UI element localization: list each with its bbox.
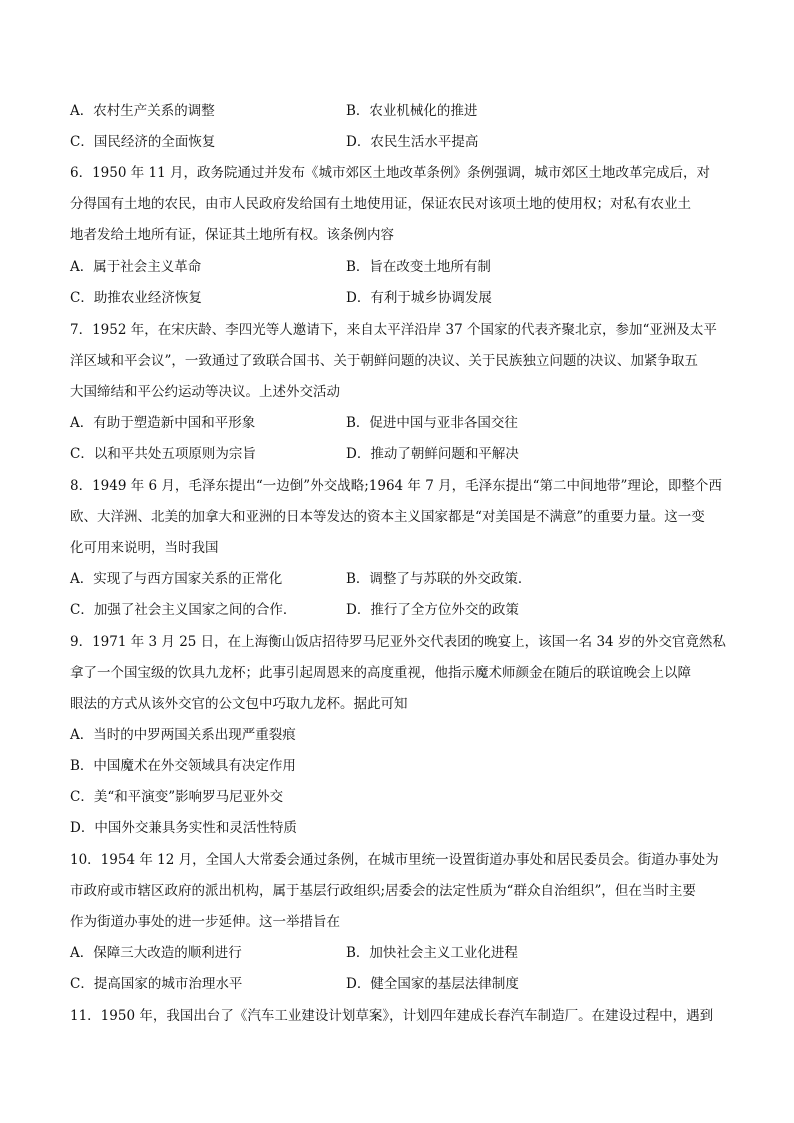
q7-stem-line-2: 洋区域和平会议”，一致通过了致联合国书、关于朝鲜问题的决议、关于民族独立问题的决议、加紧争取五 <box>70 353 698 369</box>
q8-stem-line-1: 8．1949 年 6 月，毛泽东提出“一边倒”外交战略;1964 年 7 月，毛泽东提出“第二中间地带”理论，即整个西 <box>70 478 722 494</box>
q8-option-b[interactable]: B．调整了与苏联的外交政策． <box>346 571 532 587</box>
q10-stem-line-1: 10．1954 年 12 月，全国人大常委会通过条例，在城市里统一设置街道办事处和居民委员会。街道办事处为 <box>70 852 719 868</box>
q8-option-c[interactable]: C．加强了社会主义国家之间的合作． <box>70 602 297 618</box>
q9-option-b[interactable]: B．中国魔术在外交领域具有决定作用 <box>70 758 296 774</box>
q6-option-b[interactable]: B．旨在改变土地所有制 <box>346 259 491 275</box>
q11-stem-line-1: 11．1950 年，我国出台了《汽车工业建设计划草案》，计划四年建成长春汽车制造厂。在建设过程中，遇到 <box>70 1008 714 1024</box>
q10-option-c[interactable]: C．提高国家的城市治理水平 <box>70 976 243 992</box>
q9-option-c[interactable]: C．美“和平演变”影响罗马尼亚外交 <box>70 789 284 805</box>
q6-option-c[interactable]: C．助推农业经济恢复 <box>70 290 202 306</box>
q5-option-a[interactable]: A．农村生产关系的调整 <box>70 103 215 119</box>
q9-option-a[interactable]: A．当时的中罗两国关系出现严重裂痕 <box>70 727 296 743</box>
q8-stem-line-2: 欧、大洋洲、北美的加拿大和亚洲的日本等发达的资本主义国家都是“对美国是不满意”的重要力量。这一变 <box>70 509 705 525</box>
q8-option-a[interactable]: A．实现了与西方国家关系的正常化 <box>70 571 283 587</box>
q6-stem-line-1: 6．1950 年 11 月，政务院通过并发布《城市郊区土地改革条例》条例强调，城市郊区土地改革完成后，对 <box>70 165 710 181</box>
q7-option-c[interactable]: C．以和平共处五项原则为宗旨 <box>70 446 256 462</box>
q9-stem-line-3: 眼法的方式从该外交官的公文包中巧取九龙杯。据此可知 <box>70 696 408 712</box>
q7-stem-line-3: 大国缔结和平公约运动等决议。上述外交活动 <box>70 384 340 400</box>
q10-option-b[interactable]: B．加快社会主义工业化进程 <box>346 945 518 961</box>
q10-option-a[interactable]: A．保障三大改造的顺利进行 <box>70 945 242 961</box>
q8-option-d[interactable]: D．推行了全方位外交的政策 <box>346 602 519 618</box>
q10-option-d[interactable]: D．健全国家的基层法律制度 <box>346 976 519 992</box>
q9-stem-line-1: 9．1971 年 3 月 25 日，在上海衡山饭店招待罗马尼亚外交代表团的晚宴上，该国一名 34 岁的外交官竟然私 <box>70 634 726 650</box>
q5-option-d[interactable]: D．农民生活水平提高 <box>346 134 479 150</box>
q6-stem-line-2: 分得国有土地的农民，由市人民政府发给国有土地使用证，保证农民对该项土地的使用权；对私有农业土 <box>70 196 691 212</box>
q5-option-b[interactable]: B．农业机械化的推进 <box>346 103 478 119</box>
q5-option-c[interactable]: C．国民经济的全面恢复 <box>70 134 216 150</box>
q9-stem-line-2: 拿了一个国宝级的饮具九龙杯；此事引起周恩来的高度重视，他指示魔术师颜金在随后的联谊晚会上以障 <box>70 665 691 681</box>
q10-stem-line-2: 市政府或市辖区政府的派出机构，属于基层行政组织;居委会的法定性质为“群众自治组织”，但在当时主要 <box>70 883 696 899</box>
q6-option-a[interactable]: A．属于社会主义革命 <box>70 259 202 275</box>
q7-option-b[interactable]: B．促进中国与亚非各国交往 <box>346 415 518 431</box>
q7-option-a[interactable]: A．有助于塑造新中国和平形象 <box>70 415 256 431</box>
q10-stem-line-3: 作为街道办事处的进一步延伸。这一举措旨在 <box>70 914 340 930</box>
q6-option-d[interactable]: D．有利于城乡协调发展 <box>346 290 492 306</box>
q7-option-d[interactable]: D．推动了朝鲜问题和平解决 <box>346 446 519 462</box>
q8-stem-line-3: 化可用来说明，当时我国 <box>70 540 219 556</box>
q6-stem-line-3: 地者发给土地所有证，保证其土地所有权。该条例内容 <box>70 227 394 243</box>
q9-option-d[interactable]: D．中国外交兼具务实性和灵活性特质 <box>70 820 297 836</box>
q7-stem-line-1: 7．1952 年，在宋庆龄、李四光等人邀请下，来自太平洋沿岸 37 个国家的代表齐聚北京，参加“亚洲及太平 <box>70 322 717 338</box>
